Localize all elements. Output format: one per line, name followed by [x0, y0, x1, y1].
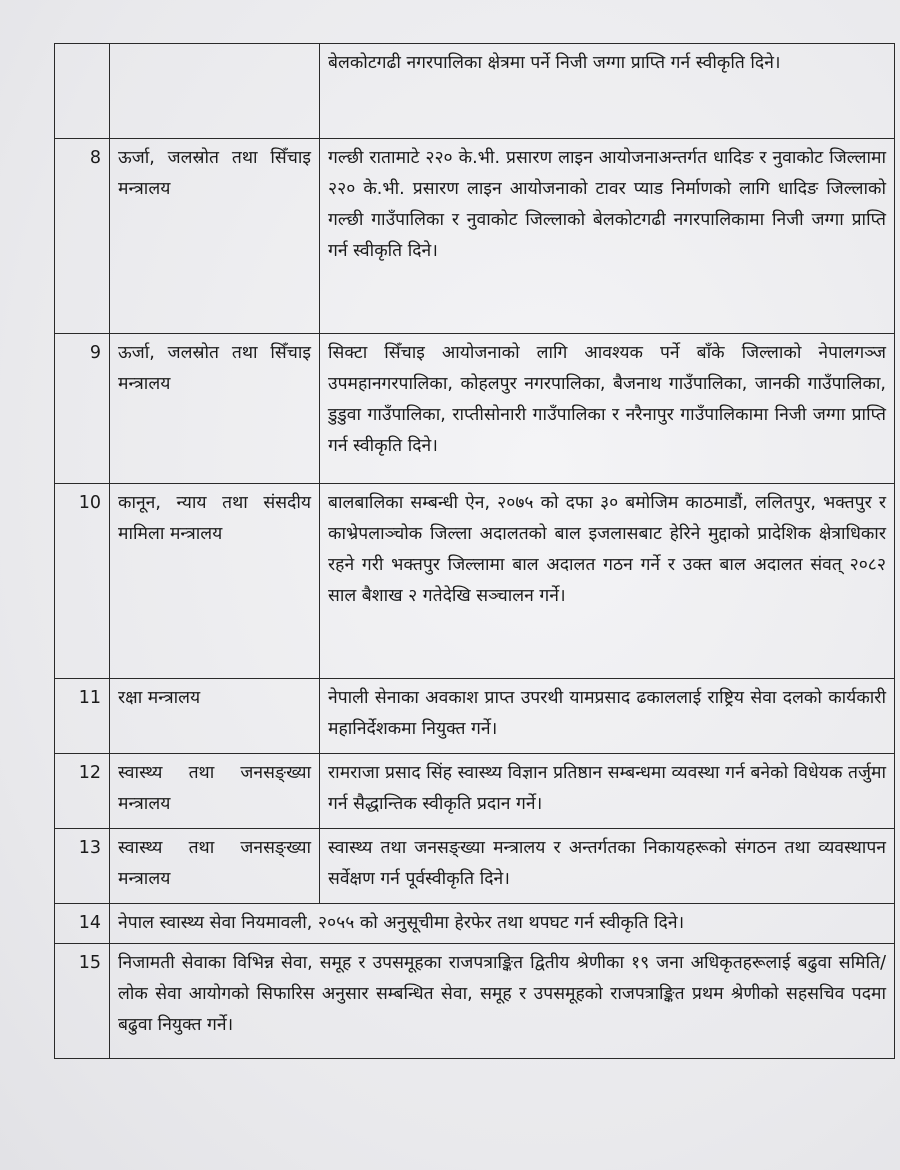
decision-cell: रामराजा प्रसाद सिंह स्वास्थ्य विज्ञान प्रतिष्ठान सम्बन्धमा व्यवस्था गर्न बनेको विधेयक तर्जुमा गर्न सैद्धान्तिक स्वीकृति प्रदान गर्ने। [320, 754, 895, 829]
table-row [55, 44, 895, 139]
decision-cell: स्वास्थ्य तथा जनसङ्ख्या मन्त्रालय र अन्तर्गतका निकायहरूको संगठन तथा व्यवस्थापन सर्वेक्षण गर्न पूर्वस्वीकृति दिने। [320, 829, 895, 904]
row-number: 8 [55, 139, 110, 334]
ministry-cell: कानून, न्याय तथा संसदीय मामिला मन्त्रालय [110, 484, 320, 679]
row-number: 10 [55, 484, 110, 679]
ministry-cell: ऊर्जा, जलस्रोत तथा सिँचाइ मन्त्रालय [110, 334, 320, 484]
decision-cell: बेलकोटगढी नगरपालिका क्षेत्रमा पर्ने निजी जग्गा प्राप्ति गर्न स्वीकृति दिने। [320, 44, 895, 139]
decision-cell: सिक्टा सिँचाइ आयोजनाको लागि आवश्यक पर्ने बाँके जिल्लाको नेपालगञ्ज उपमहानगरपालिका, कोहलपुर नगरपालिका, बैजनाथ गाउँपालिका, जानकी गाउँपालिका, डुडुवा गाउँपालिका, राप्तीसोनारी गाउँपालिका र नरैनापुर गाउँपालिकामा निजी जग्गा प्राप्ति गर्न स्वीकृति दिने। [320, 334, 895, 484]
row-number: 11 [55, 679, 110, 754]
row-number [55, 44, 110, 139]
ministry-cell: स्वास्थ्य तथा जनसङ्ख्या मन्त्रालय [110, 754, 320, 829]
row-number: 15 [55, 944, 110, 1059]
row-number: 12 [55, 754, 110, 829]
row-number: 14 [55, 904, 110, 944]
decision-cell: गल्छी रातामाटे २२० के.भी. प्रसारण लाइन आयोजनाअन्तर्गत धादिङ र नुवाकोट जिल्लामा २२० के.भी. प्रसारण लाइन आयोजनाको टावर प्याड निर्माणको लागि धादिङ जिल्लाको गल्छी गाउँपालिका र नुवाकोट जिल्लाको बेलकोटगढी नगरपालिकामा निजी जग्गा प्राप्ति गर्न स्वीकृति दिने। [320, 139, 895, 334]
ministry-cell [110, 44, 320, 139]
row-number: 9 [55, 334, 110, 484]
table-row [55, 829, 895, 904]
decision-cell: नेपाल स्वास्थ्य सेवा नियमावली, २०५५ को अनुसूचीमा हेरफेर तथा थपघट गर्न स्वीकृति दिने। [110, 904, 895, 944]
decision-cell: नेपाली सेनाका अवकाश प्राप्त उपरथी यामप्रसाद ढकाललाई राष्ट्रिय सेवा दलको कार्यकारी महानिर्देशकमा नियुक्त गर्ने। [320, 679, 895, 754]
table-row [55, 754, 895, 829]
ministry-cell: ऊर्जा, जलस्रोत तथा सिँचाइ मन्त्रालय [110, 139, 320, 334]
table-row [55, 334, 895, 484]
table-row [55, 679, 895, 754]
table-row [55, 484, 895, 679]
table-row [55, 139, 895, 334]
ministry-cell: रक्षा मन्त्रालय [110, 679, 320, 754]
table-row [55, 904, 895, 944]
row-number: 13 [55, 829, 110, 904]
decision-cell: निजामती सेवाका विभिन्न सेवा, समूह र उपसमूहका राजपत्राङ्कित द्वितीय श्रेणीका १९ जना अधिकृतहरूलाई बढुवा समिति/लोक सेवा आयोगको सिफारिस अनुसार सम्बन्धित सेवा, समूह र उपसमूहको राजपत्राङ्कित प्रथम श्रेणीको सहसचिव पदमा बढुवा नियुक्त गर्ने। [110, 944, 895, 1059]
table-row [55, 944, 895, 1059]
decisions-table [54, 43, 895, 1059]
decision-cell: बालबालिका सम्बन्धी ऐन, २०७५ को दफा ३० बमोजिम काठमाडौं, ललितपुर, भक्तपुर र काभ्रेपलाञ्चोक जिल्ला अदालतको बाल इजलासबाट हेरिने मुद्दाको प्रादेशिक क्षेत्राधिकार रहने गरी भक्तपुर जिल्लामा बाल अदालत गठन गर्ने र उक्त बाल अदालत संवत् २०८२ साल बैशाख २ गतेदेखि सञ्चालन गर्ने। [320, 484, 895, 679]
ministry-cell: स्वास्थ्य तथा जनसङ्ख्या मन्त्रालय [110, 829, 320, 904]
